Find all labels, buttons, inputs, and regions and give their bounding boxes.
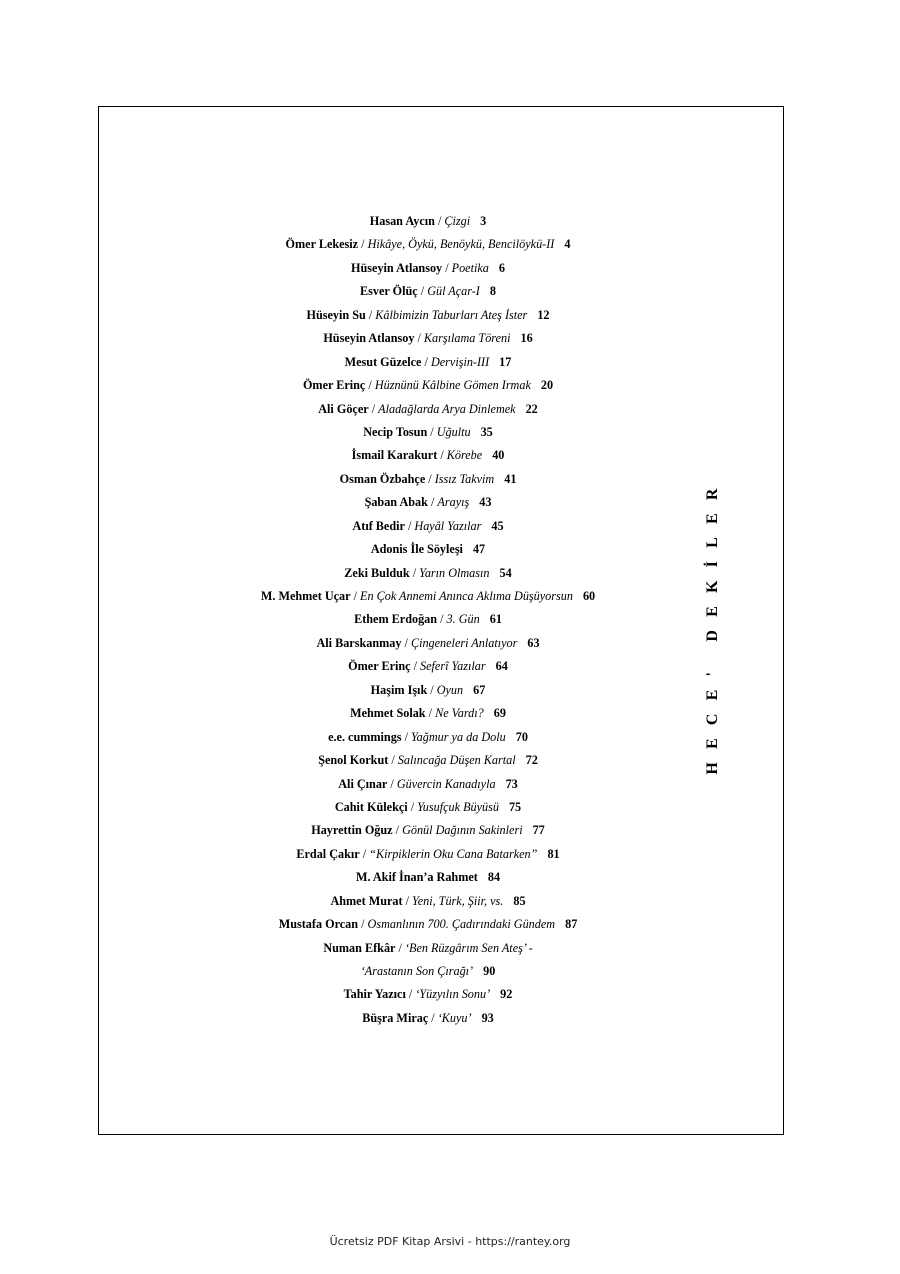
toc-page-number: 8 bbox=[489, 284, 496, 299]
toc-title: Yağmur ya da Dolu bbox=[411, 729, 506, 744]
toc-page-number: 90 bbox=[483, 964, 496, 978]
toc-title: Körebe bbox=[446, 448, 483, 463]
toc-title: Poetika bbox=[451, 260, 489, 275]
toc-page-number: 47 bbox=[472, 542, 486, 557]
toc-page-number: 12 bbox=[537, 307, 550, 322]
toc-title: Aladağlarda Arya Dinlemek bbox=[378, 401, 516, 416]
toc-author: Ömer Lekesiz bbox=[285, 237, 359, 252]
toc-page-number: 84 bbox=[487, 870, 501, 885]
toc-page-number: 40 bbox=[492, 448, 505, 463]
toc-author: İsmail Karakurt bbox=[351, 448, 438, 463]
toc-author: Ömer Erinç bbox=[348, 659, 411, 674]
toc-page-number: 43 bbox=[479, 495, 492, 510]
toc-separator: / bbox=[387, 776, 397, 791]
toc-separator: / bbox=[421, 354, 431, 369]
toc-entry bbox=[98, 210, 758, 233]
toc-page-number: 35 bbox=[480, 424, 493, 439]
toc-entry bbox=[98, 468, 758, 491]
toc-title: Gül Açar-I bbox=[427, 284, 480, 299]
toc-separator: / bbox=[407, 799, 418, 814]
toc-author: Büşra Miraç bbox=[362, 1010, 429, 1025]
toc-entry bbox=[98, 773, 758, 796]
toc-page-number: 81 bbox=[547, 846, 560, 861]
toc-author: Atıf Bedir bbox=[352, 518, 405, 533]
toc-entry bbox=[98, 444, 758, 467]
toc-separator: / bbox=[427, 495, 438, 510]
toc-author: Adonis İle Söyleşi bbox=[370, 542, 463, 557]
toc-entry bbox=[98, 421, 758, 444]
toc-separator: / bbox=[427, 424, 437, 439]
toc-author: Mustafa Orcan bbox=[278, 917, 359, 932]
toc-entry bbox=[98, 749, 758, 772]
toc-page-number: 20 bbox=[540, 378, 554, 393]
toc-page-number: 72 bbox=[525, 753, 538, 768]
toc-title: 3. Gün bbox=[446, 612, 480, 627]
toc-separator: / bbox=[404, 518, 415, 533]
toc-entry bbox=[98, 983, 758, 1006]
toc-entry bbox=[98, 398, 758, 421]
toc-title: Gönül Dağının Sakinleri bbox=[402, 823, 523, 838]
toc-page-number: 63 bbox=[527, 635, 540, 650]
toc-author: Ömer Erinç bbox=[302, 378, 366, 393]
toc-title: Dervişin-III bbox=[430, 354, 490, 369]
toc-page-number: 77 bbox=[532, 823, 545, 838]
toc-separator: / bbox=[414, 331, 424, 346]
toc-separator: / bbox=[425, 706, 436, 721]
toc-author: Erdal Çakır bbox=[296, 846, 360, 861]
toc-title: Seferî Yazılar bbox=[420, 659, 486, 674]
toc-title: ‘Kuyu’ bbox=[437, 1010, 472, 1025]
toc-author: Ahmet Murat bbox=[330, 893, 403, 908]
toc-entry bbox=[98, 585, 758, 608]
toc-entry bbox=[98, 726, 758, 749]
toc-entry bbox=[98, 351, 758, 374]
toc-title: ‘Ben Rüzgârım Sen Ateş’ - bbox=[404, 940, 533, 955]
toc-page-number: 64 bbox=[495, 659, 508, 674]
toc-page-number: 41 bbox=[504, 471, 517, 486]
toc-page-number: 61 bbox=[489, 612, 502, 627]
toc-author: Hüseyin Su bbox=[306, 307, 366, 322]
toc-separator: / bbox=[409, 565, 420, 580]
toc-author: Osman Özbahçe bbox=[339, 471, 426, 486]
toc-entry bbox=[98, 304, 758, 327]
toc-page-number: 16 bbox=[520, 331, 533, 346]
toc-author: Mehmet Solak bbox=[350, 706, 426, 721]
toc-separator: / bbox=[358, 917, 368, 932]
toc-separator: / bbox=[427, 682, 437, 697]
toc-author: Tahir Yazıcı bbox=[343, 987, 406, 1002]
toc-title: Hikâye, Öykü, Benöykü, Bencilöykü-II bbox=[367, 237, 555, 252]
toc-title: Arayış bbox=[437, 495, 470, 510]
toc-separator: / bbox=[368, 401, 379, 416]
toc-page-number: 45 bbox=[491, 518, 504, 533]
toc-page-number: 87 bbox=[565, 917, 578, 932]
toc-author: Şaban Abak bbox=[364, 495, 428, 510]
toc-entry bbox=[98, 280, 758, 303]
toc-author: M. Mehmet Uçar bbox=[260, 589, 351, 603]
toc-title: Hayâl Yazılar bbox=[414, 518, 482, 533]
toc-entry bbox=[98, 796, 758, 819]
toc-separator: / bbox=[410, 659, 421, 674]
toc-page-number: 60 bbox=[582, 589, 596, 603]
toc-author: Ali Çınar bbox=[338, 776, 388, 791]
toc-title: Oyun bbox=[436, 682, 464, 697]
toc-separator: / bbox=[359, 846, 370, 861]
toc-page-number: 73 bbox=[505, 776, 518, 791]
toc-author: Haşim Işık bbox=[370, 682, 428, 697]
toc-entry bbox=[98, 913, 758, 936]
toc-author: Hüseyin Atlansoy bbox=[351, 260, 443, 275]
toc-entry bbox=[98, 960, 758, 983]
toc-entry bbox=[98, 491, 758, 514]
toc-separator: / bbox=[428, 1010, 438, 1025]
toc-author: Ethem Erdoğan bbox=[354, 612, 438, 627]
toc-page-number: 6 bbox=[498, 260, 505, 275]
toc-author: Cahit Külekçi bbox=[334, 799, 408, 814]
toc-author: Hasan Aycın bbox=[369, 214, 435, 228]
toc-title: Karşılama Töreni bbox=[423, 331, 511, 346]
toc-entry bbox=[98, 937, 758, 960]
toc-title: Yarın Olmasın bbox=[419, 565, 490, 580]
toc-entry bbox=[98, 233, 758, 256]
toc-entry bbox=[98, 608, 758, 631]
toc-title: Issız Takvim bbox=[434, 471, 495, 486]
toc-entry bbox=[98, 632, 758, 655]
toc-author: Esver Ölüç bbox=[360, 284, 418, 299]
toc-title: En Çok Annemi Anınca Aklıma Düşüyorsun bbox=[360, 589, 573, 603]
toc-separator: / bbox=[417, 284, 428, 299]
toc-author: Hayrettin Oğuz bbox=[311, 823, 393, 838]
toc-page-number: 93 bbox=[481, 1010, 494, 1025]
toc-title: Kâlbimizin Taburları Ateş İster bbox=[375, 307, 528, 322]
toc-title: Hüznünü Kâlbine Gömen Irmak bbox=[374, 378, 531, 393]
toc-author: Hüseyin Atlansoy bbox=[323, 331, 415, 346]
toc-entry bbox=[98, 538, 758, 561]
toc-author: Şenol Korkut bbox=[318, 753, 389, 768]
toc-entry bbox=[98, 890, 758, 913]
table-of-contents bbox=[98, 210, 758, 1030]
toc-page-number: 69 bbox=[493, 706, 506, 721]
toc-entry bbox=[98, 515, 758, 538]
toc-entry bbox=[98, 1007, 758, 1030]
toc-separator: / bbox=[437, 448, 447, 463]
toc-page-number: 67 bbox=[473, 682, 486, 697]
toc-title: Güvercin Kanadıyla bbox=[396, 776, 496, 791]
toc-author: Ali Göçer bbox=[318, 401, 369, 416]
toc-author: M. Akif İnan’a Rahmet bbox=[355, 870, 478, 885]
toc-title: Osmanlının 700. Çadırındaki Gündem bbox=[367, 917, 556, 932]
toc-page-number: 22 bbox=[525, 401, 538, 416]
toc-separator: / bbox=[395, 940, 405, 955]
toc-author: Necip Tosun bbox=[363, 424, 428, 439]
toc-page-number: 75 bbox=[508, 799, 522, 814]
toc-separator: / bbox=[402, 893, 413, 908]
toc-entry bbox=[98, 679, 758, 702]
toc-author: Mesut Güzelce bbox=[344, 354, 422, 369]
toc-separator: / bbox=[442, 260, 452, 275]
toc-separator: / bbox=[401, 729, 412, 744]
toc-separator: / bbox=[350, 589, 361, 603]
side-title: HECE' DEKİLER bbox=[704, 475, 721, 775]
toc-page-number: 92 bbox=[500, 987, 513, 1002]
toc-entry bbox=[98, 866, 758, 889]
toc-separator: / bbox=[434, 214, 445, 228]
toc-author: e.e. cummings bbox=[328, 729, 402, 744]
toc-page-number: 3 bbox=[480, 214, 487, 228]
toc-title: Salıncağa Düşen Kartal bbox=[397, 753, 516, 768]
toc-author: Numan Efkâr bbox=[323, 940, 396, 955]
toc-entry bbox=[98, 702, 758, 725]
toc-entry bbox=[98, 562, 758, 585]
toc-title: Çizgi bbox=[444, 214, 471, 228]
toc-separator: / bbox=[401, 635, 411, 650]
toc-author: Zeki Bulduk bbox=[344, 565, 410, 580]
toc-title: “Kirpiklerin Oku Cana Batarken” bbox=[369, 846, 538, 861]
toc-author: Ali Barskanmay bbox=[316, 635, 402, 650]
toc-separator: / bbox=[365, 378, 375, 393]
toc-page-number: 54 bbox=[499, 565, 512, 580]
toc-page-number: 4 bbox=[564, 237, 571, 252]
toc-title: Çingeneleri Anlatıyor bbox=[410, 635, 518, 650]
toc-entry bbox=[98, 327, 758, 350]
toc-page-number: 17 bbox=[499, 354, 512, 369]
toc-separator: / bbox=[425, 471, 435, 486]
toc-separator: / bbox=[358, 237, 368, 252]
toc-entry bbox=[98, 374, 758, 397]
toc-entry bbox=[98, 257, 758, 280]
toc-entry bbox=[98, 843, 758, 866]
toc-title: ‘Arastanın Son Çırağı’ bbox=[360, 964, 474, 978]
toc-separator: / bbox=[388, 753, 398, 768]
toc-separator: / bbox=[392, 823, 403, 838]
toc-title: Ne Vardı? bbox=[435, 706, 484, 721]
toc-title: Uğultu bbox=[436, 424, 471, 439]
toc-separator: / bbox=[405, 987, 416, 1002]
toc-page-number: 70 bbox=[515, 729, 528, 744]
toc-separator: / bbox=[365, 307, 376, 322]
toc-entry bbox=[98, 819, 758, 842]
toc-separator: / bbox=[437, 612, 447, 627]
toc-title: ‘Yüzyılın Sonu’ bbox=[415, 987, 491, 1002]
toc-page-number: 85 bbox=[513, 893, 526, 908]
toc-title: Yeni, Türk, Şiir, vs. bbox=[412, 893, 504, 908]
toc-entry bbox=[98, 655, 758, 678]
footer-text: Ücretsiz PDF Kitap Arsivi - https://rantey.org bbox=[329, 1235, 571, 1248]
toc-title: Yusufçuk Büyüsü bbox=[417, 799, 499, 814]
